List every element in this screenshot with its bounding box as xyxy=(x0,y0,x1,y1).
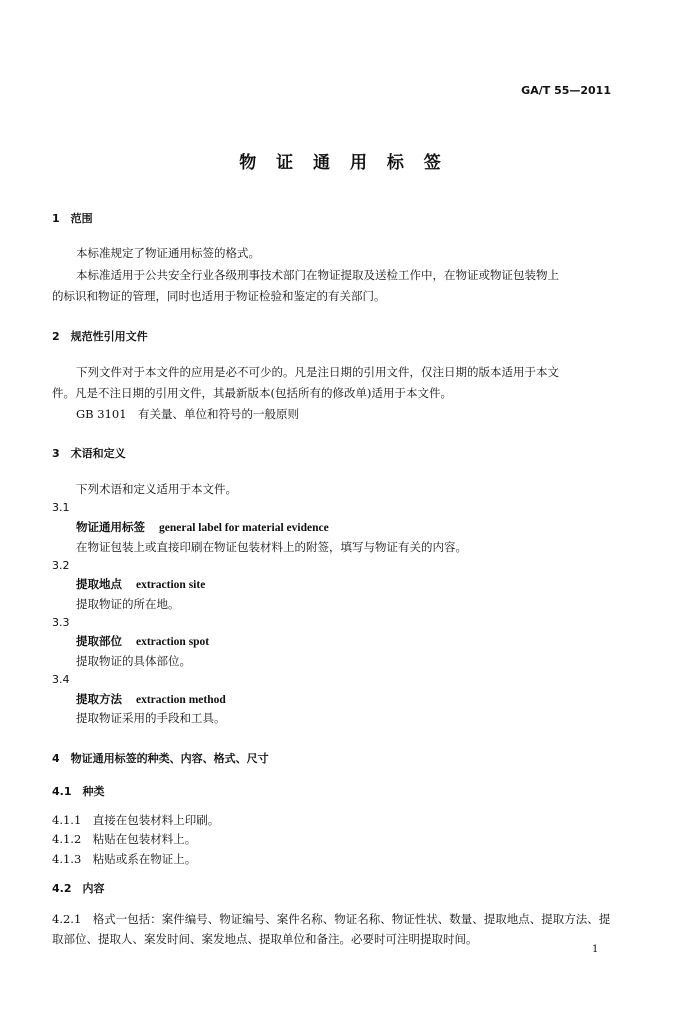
section-1-heading: 1 范围 xyxy=(52,212,93,225)
term-chinese: 物证通用标签 xyxy=(76,520,145,534)
term-definition: 在物证包装上或直接印刷在物证包装材料上的附签，填写与物证有关的内容。 xyxy=(76,540,467,554)
term-chinese: 提取部位 xyxy=(76,634,122,648)
term-definition: 提取物证的所在地。 xyxy=(76,597,180,611)
page-number: 1 xyxy=(592,944,599,955)
term-number: 3.4 xyxy=(52,673,70,686)
section-1-paragraph-2-cont: 的标识和物证的管理，同时也适用于物证检验和鉴定的有关部门。 xyxy=(52,289,386,303)
section-4-1-3: 4.1.3 粘贴或系在物证上。 xyxy=(52,852,197,866)
document-title: 物 证 通 用 标 签 xyxy=(239,153,448,173)
normative-reference-gb3101: GB 3101 有关量、单位和符号的一般原则 xyxy=(76,407,300,421)
term-number: 3.3 xyxy=(52,616,70,629)
section-3-heading: 3 术语和定义 xyxy=(52,447,126,460)
term-english: extraction spot xyxy=(136,636,210,648)
term-english: extraction site xyxy=(136,579,206,591)
section-4-1-2: 4.1.2 粘贴在包装材料上。 xyxy=(52,832,197,846)
standard-number: GA/T 55—2011 xyxy=(521,84,611,97)
section-1-paragraph-1: 本标准规定了物证通用标签的格式。 xyxy=(76,246,260,260)
term-number: 3.1 xyxy=(52,501,70,514)
section-3-intro: 下列术语和定义适用于本文件。 xyxy=(76,482,237,496)
term-heading xyxy=(76,576,205,592)
term-heading xyxy=(76,633,209,649)
section-2-paragraph-1: 下列文件对于本文件的应用是必不可少的。凡是注日期的引用文件，仅注日期的版本适用于本文 xyxy=(76,365,559,379)
section-4-1-heading: 4.1 种类 xyxy=(52,785,105,798)
term-number: 3.2 xyxy=(52,559,70,572)
term-english: extraction method xyxy=(136,694,226,706)
term-chinese: 提取地点 xyxy=(76,577,122,591)
term-heading xyxy=(76,519,329,535)
term-definition: 提取物证采用的手段和工具。 xyxy=(76,711,226,725)
term-english: general label for material evidence xyxy=(159,522,329,534)
section-4-2-1-cont: 取部位、提取人、案发时间、案发地点、提取单位和备注。必要时可注明提取时间。 xyxy=(52,932,478,946)
term-definition: 提取物证的具体部位。 xyxy=(76,654,191,668)
section-1-paragraph-2: 本标准适用于公共安全行业各级刑事技术部门在物证提取及送检工作中，在物证或物证包装物上 xyxy=(76,268,559,282)
section-2-heading: 2 规范性引用文件 xyxy=(52,330,148,343)
section-4-2-1: 4.2.1 格式一包括：案件编号、物证编号、案件名称、物证名称、物证性状、数量、提取地点、提取方法、提 xyxy=(52,912,611,926)
section-2-paragraph-1-cont: 件。凡是不注日期的引用文件，其最新版本(包括所有的修改单)适用于本文件。 xyxy=(52,386,452,400)
term-chinese: 提取方法 xyxy=(76,692,122,706)
section-4-heading: 4 物证通用标签的种类、内容、格式、尺寸 xyxy=(52,752,269,765)
term-heading xyxy=(76,691,226,707)
section-4-1-1: 4.1.1 直接在包装材料上印刷。 xyxy=(52,813,220,827)
section-4-2-heading: 4.2 内容 xyxy=(52,882,105,895)
